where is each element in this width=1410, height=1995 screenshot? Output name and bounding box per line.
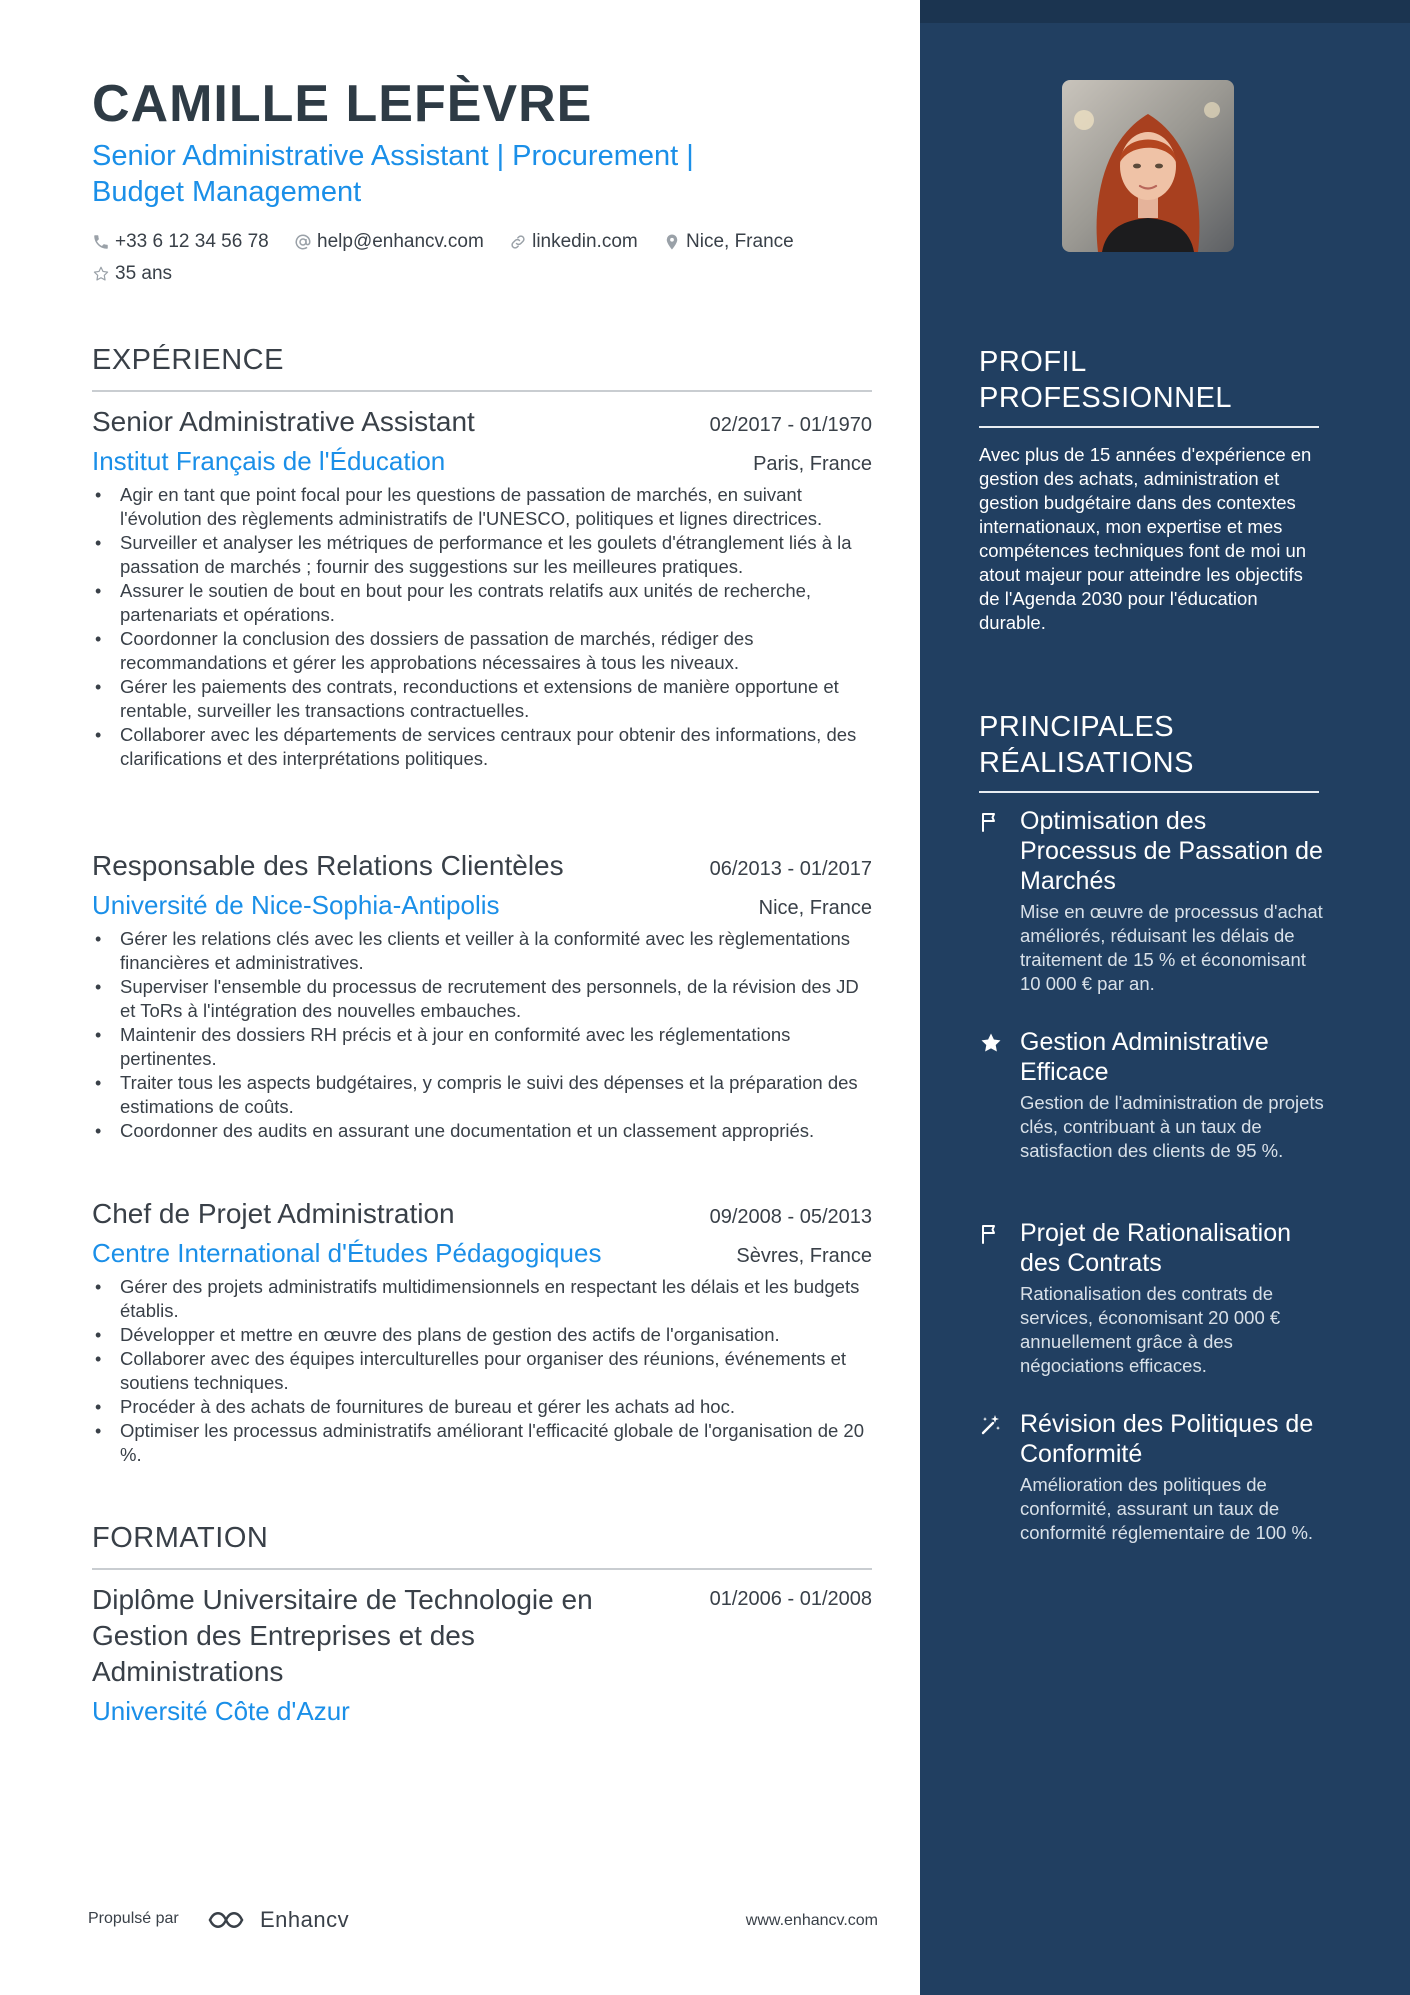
achievement-title: Gestion Administrative Efficace [1020, 1028, 1269, 1086]
star-icon [979, 1031, 1003, 1055]
bullet-item: • Collaborer avec les départements de services centraux pour obtenir des informations, des clarifications et des interprétations politiques. [120, 723, 872, 771]
email-text: help@enhancv.com [317, 231, 484, 252]
flag-icon [979, 810, 1003, 834]
contact-age [92, 260, 172, 288]
link-icon [509, 233, 527, 251]
bullet-item: • Gérer les relations clés avec les clients et veiller à la conformité avec les règlementations financières et administratives. [120, 927, 872, 975]
job-organization: Université de Nice-Sophia-Antipolis [92, 890, 500, 920]
profile-photo [1062, 80, 1234, 252]
experience-divider [92, 390, 872, 392]
magic-wand-icon [979, 1413, 1003, 1437]
profile-photo-illustration [1062, 80, 1234, 252]
bullet-item: • Surveiller et analyser les métriques de performance et les goulets d'étranglement liés à la passation de marchés ; fournir des suggestions sur les meilleures pratiques. [120, 531, 872, 579]
job-entry-1 [92, 406, 872, 771]
headline-line-2: Budget Management [92, 176, 362, 208]
phone-icon [92, 233, 110, 251]
contact-email[interactable] [294, 228, 484, 256]
profile-summary: Avec plus de 15 années d'expérience en gestion des achats, administration et gestion budgétaire dans des contextes internationaux, mon expertise et mes compétences techniques font de moi un atout majeur pour atteindre les objectifs de l'Agenda 2030 pour l'éducation durable. [979, 444, 1312, 633]
footer [88, 1906, 878, 1936]
job-dates: 09/2008 - 05/2013 [709, 1206, 872, 1228]
job-entry-3 [92, 1198, 872, 1467]
job-location: Paris, France [753, 453, 872, 475]
bullet-item: • Coordonner la conclusion des dossiers de passation de marchés, rédiger des recommandations et gérer les approbations nécessaires à tous les niveaux. [120, 627, 872, 675]
achievement-description: Rationalisation des contrats de services, économisant 20 000 € annuellement grâce à des négociations efficaces. [1020, 1283, 1281, 1376]
sidebar [920, 0, 1410, 1995]
sidebar-top-bar [920, 0, 1410, 23]
enhancv-brand-name: Enhancv [260, 1907, 350, 1932]
bullet-item: • Collaborer avec des équipes interculturelles pour organiser des réunions, événements et soutiens techniques. [120, 1347, 872, 1395]
experience-section-title: EXPÉRIENCE [92, 344, 284, 376]
headline [92, 138, 792, 210]
powered-by-label: Propulsé par [88, 1910, 179, 1927]
bullet-item: • Coordonner des audits en assurant une documentation et un classement appropriés. [120, 1119, 872, 1143]
job-organization: Centre International d'Études Pédagogiques [92, 1238, 602, 1268]
bullet-item: • Développer et mettre en œuvre des plans de gestion des actifs de l'organisation. [120, 1323, 872, 1347]
achievement-description: Amélioration des politiques de conformité, assurant un taux de conformité réglementaire de 100 %. [1020, 1474, 1314, 1543]
job-dates: 06/2013 - 01/2017 [709, 858, 872, 880]
enhancv-logo-icon [206, 1906, 254, 1934]
job-title: Senior Administrative Assistant [92, 406, 475, 437]
bullet-item: • Gérer des projets administratifs multidimensionnels en respectant les délais et les budgets établis. [120, 1275, 872, 1323]
achievement-item-1 [979, 806, 1324, 996]
at-icon [294, 233, 312, 251]
profile-section-title [979, 344, 1319, 416]
achievement-title: Optimisation des Processus de Passation de Marchés [1020, 807, 1323, 895]
bullet-item: • Optimiser les processus administratifs améliorant l'efficacité globale de l'organisation de 20 %. [120, 1419, 872, 1467]
bullet-item: • Assurer le soutien de bout en bout pour les contrats relatifs aux unités de recherche, partenariats et opérations. [120, 579, 872, 627]
education-divider [92, 1568, 872, 1570]
bullet-item: • Procéder à des achats de fournitures de bureau et gérer les achats ad hoc. [120, 1395, 872, 1419]
contact-phone[interactable] [92, 228, 269, 256]
degree-title: Diplôme Universitaire de Technologie en Gestion des Entreprises et des Administrations [92, 1584, 593, 1687]
job-location: Sèvres, France [736, 1245, 872, 1267]
job-bullets [92, 483, 872, 771]
achievements-section-title [979, 709, 1319, 781]
achievement-item-4 [979, 1409, 1324, 1545]
education-section-title: FORMATION [92, 1522, 269, 1554]
location-pin-icon [663, 233, 681, 251]
job-bullets [92, 927, 872, 1143]
profile-title-line-1: PROFIL [979, 346, 1087, 378]
bullet-item: • Maintenir des dossiers RH précis et à jour en conformité avec les réglementations pertinentes. [120, 1023, 872, 1071]
contact-location [663, 228, 794, 256]
job-location: Nice, France [758, 897, 872, 919]
job-title: Responsable des Relations Clientèles [92, 850, 564, 881]
job-organization: Institut Français de l'Éducation [92, 446, 446, 476]
headline-line-1: Senior Administrative Assistant | Procurement | [92, 140, 694, 172]
education-dates: 01/2006 - 01/2008 [709, 1588, 872, 1610]
bullet-item: • Gérer les paiements des contrats, reconductions et extensions de manière opportune et rentable, surveiller les transactions contractuelles. [120, 675, 872, 723]
star-outline-icon [92, 265, 110, 283]
profile-title-line-2: PROFESSIONNEL [979, 382, 1233, 414]
achievement-title: Révision des Politiques de Conformité [1020, 1410, 1314, 1468]
achievement-title: Projet de Rationalisation des Contrats [1020, 1219, 1291, 1277]
age-text: 35 ans [115, 263, 173, 284]
achievement-description: Gestion de l'administration de projets clés, contribuant à un taux de satisfaction des clients de 95 %. [1020, 1092, 1324, 1161]
location-text: Nice, France [686, 231, 794, 252]
enhancv-logo[interactable] [206, 1906, 349, 1934]
achievement-description: Mise en œuvre de processus d'achat améliorés, réduisant les délais de traitement de 15 % et économisant 10 000 € par an. [1020, 901, 1323, 994]
education-entry [92, 1582, 872, 1727]
job-dates: 02/2017 - 01/1970 [709, 414, 872, 436]
achievements-divider [979, 791, 1319, 793]
bullet-item: • Traiter tous les aspects budgétaires, y compris le suivi des dépenses et la préparation des estimations de coûts. [120, 1071, 872, 1119]
contact-info [92, 228, 852, 292]
flag-icon [979, 1222, 1003, 1246]
bullet-item: • Agir en tant que point focal pour les questions de passation de marchés, en suivant l'évolution des règlements administratifs de l'UNESCO, politiques et lignes directrices. [120, 483, 872, 531]
school-name: Université Côte d'Azur [92, 1696, 350, 1726]
profile-divider [979, 426, 1319, 428]
phone-text: +33 6 12 34 56 78 [115, 231, 269, 252]
job-title: Chef de Projet Administration [92, 1198, 455, 1229]
candidate-name: CAMILLE LEFÈVRE [92, 75, 593, 133]
linkedin-text: linkedin.com [532, 231, 638, 252]
achievements-title-line-1: PRINCIPALES [979, 711, 1175, 743]
achievement-item-3 [979, 1218, 1324, 1378]
job-entry-2 [92, 850, 872, 1143]
contact-linkedin[interactable] [509, 228, 638, 256]
achievements-title-line-2: RÉALISATIONS [979, 747, 1194, 779]
achievement-item-2 [979, 1027, 1324, 1163]
bullet-item: • Superviser l'ensemble du processus de recrutement des personnels, de la révision des JD et ToRs à l'intégration des nouvelles embauches. [120, 975, 872, 1023]
footer-url[interactable]: www.enhancv.com [745, 1912, 878, 1929]
job-bullets [92, 1275, 872, 1467]
